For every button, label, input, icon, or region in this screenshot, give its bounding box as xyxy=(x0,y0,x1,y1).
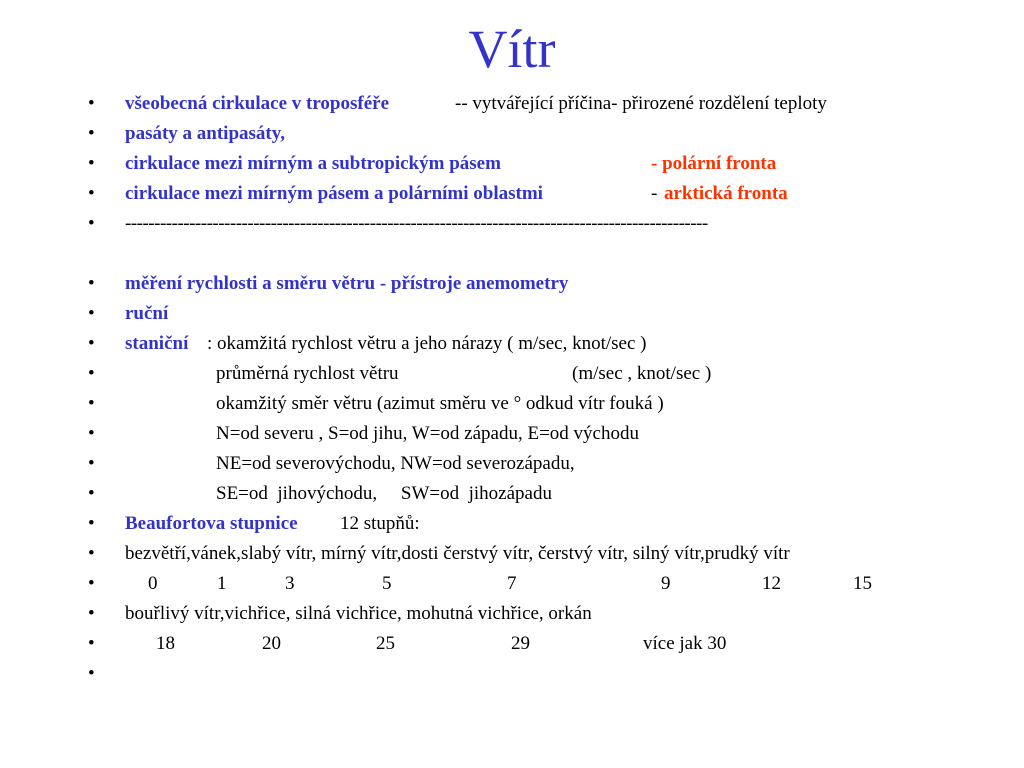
bullet-icon: • xyxy=(88,663,95,684)
station-label: staniční xyxy=(125,333,189,354)
list-item xyxy=(0,599,1024,629)
bullet-icon: • xyxy=(88,333,95,354)
list-item xyxy=(0,449,1024,479)
beaufort-number: 7 xyxy=(507,573,517,594)
list-item xyxy=(0,479,1024,509)
list-item xyxy=(0,119,1024,149)
list-item xyxy=(0,89,1024,119)
storm-categories-text: bouřlivý vítr,vichřice, silná vichřice, mohutná vichřice, orkán xyxy=(125,603,592,624)
slide-title: Vítr xyxy=(468,19,556,79)
arctic-front-dash: - xyxy=(651,183,658,204)
beaufort-number: více jak 30 xyxy=(643,633,727,654)
bullet-icon: • xyxy=(88,423,95,444)
list-item xyxy=(0,389,1024,419)
bullet-icon: • xyxy=(88,453,95,474)
list-item xyxy=(0,329,1024,359)
beaufort-number: 29 xyxy=(511,633,530,654)
temperate-polar-label: cirkulace mezi mírným pásem a polárními oblastmi xyxy=(125,183,543,204)
list-item xyxy=(0,269,1024,299)
list-item xyxy=(0,629,1024,659)
beaufort-number: 12 xyxy=(762,573,781,594)
beaufort-number: 15 xyxy=(853,573,872,594)
bullet-icon: • xyxy=(88,183,95,204)
bullet-icon: • xyxy=(88,543,95,564)
northern-intercardinal-text: NE=od severovýchodu, NW=od severozápadu, xyxy=(216,453,575,474)
arctic-front-label: arktická fronta xyxy=(664,183,788,204)
manual-label: ruční xyxy=(125,303,169,324)
trade-winds-label: pasáty a antipasáty, xyxy=(125,123,285,144)
beaufort-number: 5 xyxy=(382,573,392,594)
bullet-icon: • xyxy=(88,273,95,294)
list-item xyxy=(0,509,1024,539)
bullet-icon: • xyxy=(88,603,95,624)
list-item xyxy=(0,419,1024,449)
list-item xyxy=(0,149,1024,179)
beaufort-number: 25 xyxy=(376,633,395,654)
average-speed-text: průměrná rychlost větru xyxy=(216,363,399,384)
list-item xyxy=(0,659,1024,689)
list-item xyxy=(0,209,1024,239)
bullet-icon: • xyxy=(88,93,95,114)
anemometer-heading: měření rychlosti a směru větru - přístroje anemometry xyxy=(125,273,569,294)
beaufort-number: 18 xyxy=(156,633,175,654)
average-speed-units: (m/sec , knot/sec ) xyxy=(572,363,712,384)
bullet-icon: • xyxy=(88,303,95,324)
beaufort-number: 1 xyxy=(217,573,227,594)
direction-text: okamžitý směr větru (azimut směru ve ° odkud vítr fouká ) xyxy=(216,393,664,414)
list-item xyxy=(0,299,1024,329)
bullet-list xyxy=(0,89,1024,689)
bullet-icon: • xyxy=(88,633,95,654)
separator-line: ---------------------------------------------------------------------------------------------------- xyxy=(125,213,708,234)
bullet-icon: • xyxy=(88,123,95,144)
beaufort-number: 0 xyxy=(148,573,158,594)
station-text: : okamžitá rychlost větru a jeho nárazy ( m/sec, knot/sec ) xyxy=(207,333,647,354)
list-item xyxy=(0,539,1024,569)
list-item xyxy=(0,569,1024,599)
list-item xyxy=(0,359,1024,389)
beaufort-scale-label: Beaufortova stupnice xyxy=(125,513,298,534)
wind-categories-text: bezvětří,vánek,slabý vítr, mírný vítr,dosti čerstvý vítr, čerstvý vítr, silný vítr,prudký vítr xyxy=(125,543,790,564)
bullet-icon: • xyxy=(88,213,95,234)
southern-intercardinal-text: SE=od jihovýchodu, SW=od jihozápadu xyxy=(216,483,552,504)
general-circulation-text: -- vytvářející příčina- přirozené rozdělení teploty xyxy=(455,93,827,114)
beaufort-number: 9 xyxy=(661,573,671,594)
list-item xyxy=(0,179,1024,209)
bullet-icon: • xyxy=(88,483,95,504)
general-circulation-label: všeobecná cirkulace v troposféře xyxy=(125,93,390,114)
temperate-subtropical-label: cirkulace mezi mírným a subtropickým pásem xyxy=(125,153,501,174)
polar-front-label: - polární fronta xyxy=(651,153,777,174)
bullet-icon: • xyxy=(88,393,95,414)
beaufort-number: 3 xyxy=(285,573,295,594)
bullet-icon: • xyxy=(88,363,95,384)
bullet-icon: • xyxy=(88,153,95,174)
bullet-icon: • xyxy=(88,573,95,594)
beaufort-number: 20 xyxy=(262,633,281,654)
cardinal-directions-text: N=od severu , S=od jihu, W=od západu, E=od východu xyxy=(216,423,639,444)
beaufort-scale-text: 12 stupňů: xyxy=(340,513,420,534)
bullet-icon: • xyxy=(88,513,95,534)
empty-line xyxy=(0,239,1024,269)
